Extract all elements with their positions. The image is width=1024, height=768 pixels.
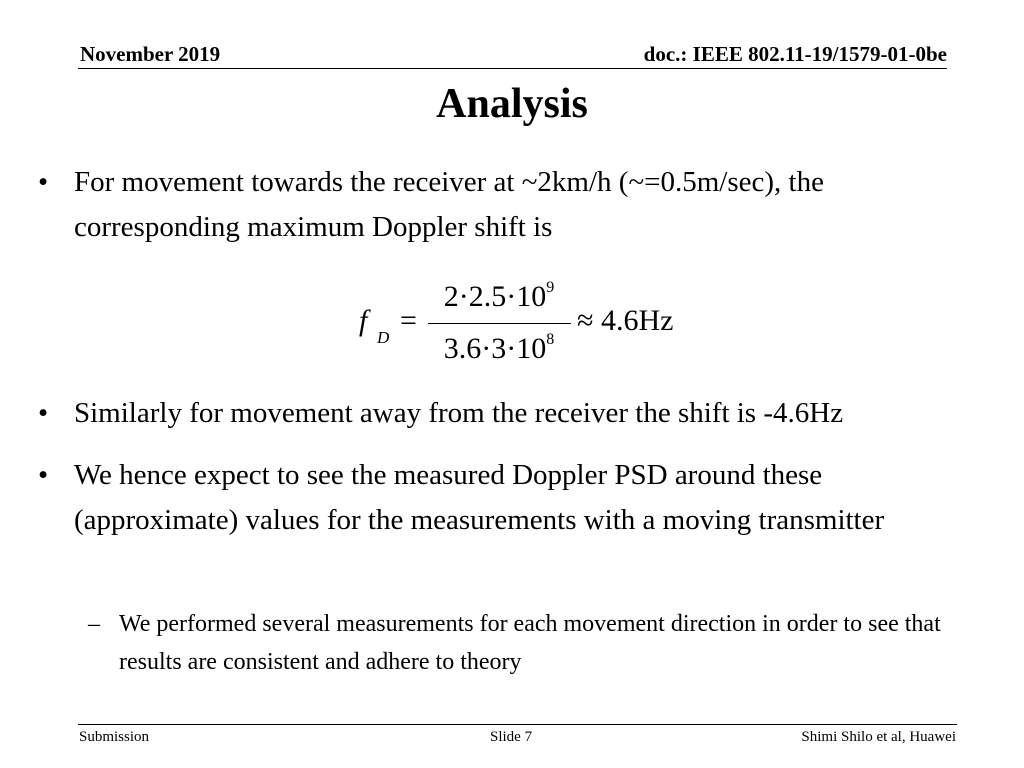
bullet-item xyxy=(38,160,988,250)
formula-fraction-line xyxy=(428,323,571,324)
sub-bullet-marker: – xyxy=(88,611,100,637)
header-doc-id: doc.: IEEE 802.11-19/1579-01-0be xyxy=(643,42,947,66)
bullet-item xyxy=(38,391,988,436)
formula-numerator xyxy=(429,280,569,314)
footer-authors: Shimi Shilo et al, Huawei xyxy=(801,729,956,745)
formula-lhs-symbol: f xyxy=(359,304,368,337)
formula-numerator-exponent: 9 xyxy=(546,279,555,296)
footer-submission: Submission xyxy=(79,729,150,745)
bullet-text: Similarly for movement away from the receiver the shift is -4.6Hz xyxy=(74,397,844,429)
slide-title: Analysis xyxy=(436,81,588,127)
doppler-formula xyxy=(357,280,697,370)
formula-lhs-subscript: D xyxy=(377,328,390,347)
bullet-marker: • xyxy=(38,166,49,198)
bullet-text: We hence expect to see the measured Doppler PSD around these (approximate) values for the measurements with a moving transmitter xyxy=(74,459,885,536)
formula-numerator-base: 2·2.5·10 xyxy=(443,280,547,313)
formula-result: ≈ 4.6Hz xyxy=(577,304,674,337)
footer-divider xyxy=(78,724,957,725)
formula-denominator-exponent: 8 xyxy=(546,331,555,348)
sub-bullet-text: We performed several measurements for each movement direction in order to see that results are consistent and adhere to theory xyxy=(119,611,941,675)
formula-denominator-base: 3.6·3·10 xyxy=(443,332,547,365)
bullet-marker: • xyxy=(38,459,49,491)
header-date: November 2019 xyxy=(80,42,221,66)
header-divider xyxy=(78,68,947,69)
footer-slide-number: Slide 7 xyxy=(490,729,533,745)
bullet-text: For movement towards the receiver at ~2km/h (~=0.5m/sec), the corresponding maximum Doppler shift is xyxy=(74,166,824,243)
bullet-marker: • xyxy=(38,397,49,429)
formula-denominator xyxy=(429,332,569,366)
bullet-item xyxy=(38,453,988,543)
formula-equals: = xyxy=(400,304,417,337)
sub-bullet-item xyxy=(88,605,988,681)
